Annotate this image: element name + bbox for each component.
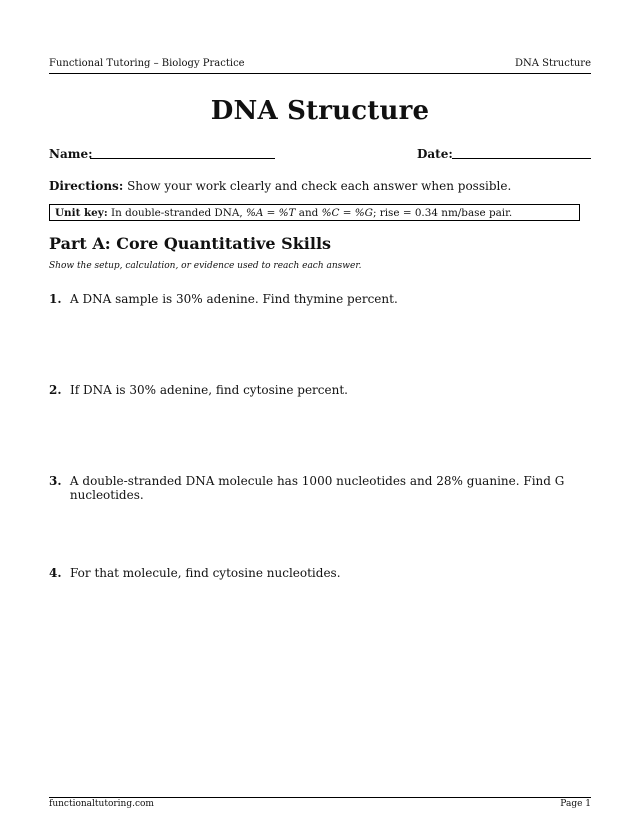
question-4 <box>49 566 341 580</box>
header-left: Functional Tutoring – Biology Practice <box>49 58 245 69</box>
question-number: 2. <box>49 383 62 397</box>
header-rule <box>49 73 591 74</box>
unit-key-box <box>49 204 580 221</box>
question-number: 1. <box>49 292 62 306</box>
question-1 <box>49 292 398 306</box>
question-text: For that molecule, find cytosine nucleotides. <box>70 566 341 580</box>
unit-key-eq2: %C = %G <box>321 207 373 219</box>
question-text: A double-stranded DNA molecule has 1000 nucleotides and 28% guanine. Find G nucleotides. <box>69 474 565 502</box>
unit-key-text-before: In double-stranded DNA, <box>107 207 246 219</box>
running-footer <box>49 799 591 809</box>
question-2 <box>49 383 348 397</box>
header-right: DNA Structure <box>514 58 591 69</box>
directions <box>49 179 591 193</box>
name-field-line[interactable] <box>90 158 275 159</box>
unit-key-text-after: ; rise = 0.34 nm/base pair. <box>372 207 513 219</box>
unit-key-and: and <box>295 207 322 219</box>
question-3 <box>49 474 640 502</box>
part-a-subtitle: Show the setup, calculation, or evidence used to reach each answer. <box>49 261 362 271</box>
footer-rule <box>49 797 591 798</box>
question-number: 4. <box>49 566 62 580</box>
directions-label: Directions: <box>49 179 124 193</box>
question-number: 3. <box>49 474 62 488</box>
footer-site: functionaltutoring.com <box>49 799 154 809</box>
unit-key-eq1: %A = %T <box>245 207 296 219</box>
date-label: Date: <box>417 147 453 161</box>
part-a-heading: Part A: Core Quantitative Skills <box>49 234 332 253</box>
page-title: DNA Structure <box>210 96 430 126</box>
name-label: Name: <box>49 147 93 161</box>
directions-text: Show your work clearly and check each answer when possible. <box>123 179 512 193</box>
question-text: A DNA sample is 30% adenine. Find thymine percent. <box>70 292 398 306</box>
unit-key-label: Unit key: <box>55 207 108 219</box>
running-header <box>49 58 591 69</box>
footer-page-number: Page 1 <box>560 799 591 809</box>
date-field-line[interactable] <box>452 158 591 159</box>
question-text: If DNA is 30% adenine, find cytosine percent. <box>70 383 348 397</box>
